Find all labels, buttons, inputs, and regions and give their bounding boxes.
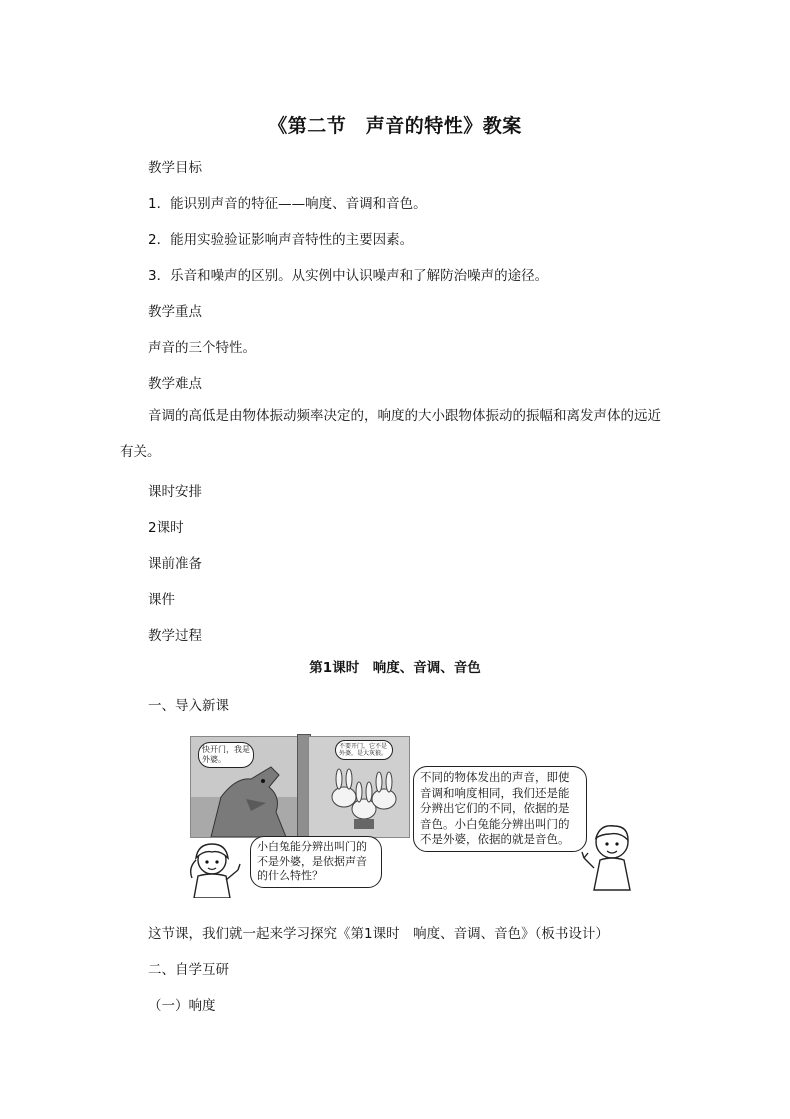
key-text: 声音的三个特性。 bbox=[148, 340, 256, 356]
part2-heading: 二、自学互研 bbox=[148, 962, 229, 978]
process-heading: 教学过程 bbox=[148, 628, 202, 644]
girl-speech-bubble: 小白兔能分辨出叫门的不是外婆，是依据声音的什么特性？ bbox=[250, 836, 382, 888]
prep-text: 课件 bbox=[148, 592, 175, 608]
difficulty-heading: 教学难点 bbox=[148, 376, 202, 392]
boy-icon bbox=[580, 820, 640, 898]
difficulty-text: 音调的高低是由物体振动频率决定的，响度的大小跟物体振动的振幅和离发声体的远近有关。 bbox=[120, 408, 661, 460]
boy-figure bbox=[580, 820, 640, 902]
objective-2: 2．能用实验验证影响声音特性的主要因素。 bbox=[148, 232, 414, 248]
boy-speech-bubble: 不同的物体发出的声音，即使音调和响度相同，我们还是能分辨出它们的不同，依据的是音色。小白兔能分辨出叫门的不是外婆，依据的就是音色。 bbox=[413, 766, 587, 852]
girl-icon bbox=[182, 840, 248, 898]
objectives-heading: 教学目标 bbox=[148, 160, 202, 176]
wolf-speech-bubble: 快开门，我是外婆。 bbox=[198, 742, 254, 768]
objective-3: 3．乐音和噪声的区别。从实例中认识噪声和了解防治噪声的途径。 bbox=[148, 268, 549, 284]
part1-heading: 一、导入新课 bbox=[148, 698, 229, 714]
rabbit-speech-bubble: 不要开门，它不是外婆，是大灰狼。 bbox=[335, 740, 393, 760]
illustration bbox=[180, 728, 640, 898]
schedule-heading: 课时安排 bbox=[148, 484, 202, 500]
sub1-heading: （一）响度 bbox=[148, 998, 216, 1014]
document-title: 《第二节 声音的特性》教案 bbox=[268, 115, 522, 137]
objective-1: 1．能识别声音的特征——响度、音调和音色。 bbox=[148, 196, 427, 212]
schedule-text: 2课时 bbox=[148, 520, 184, 536]
lesson-title: 第1课时 响度、音调、音色 bbox=[309, 660, 481, 676]
key-heading: 教学重点 bbox=[148, 304, 202, 320]
girl-figure bbox=[182, 840, 248, 902]
prep-heading: 课前准备 bbox=[148, 556, 202, 572]
intro-text: 这节课，我们就一起来学习探究《第1课时 响度、音调、音色》（板书设计） bbox=[148, 926, 609, 942]
